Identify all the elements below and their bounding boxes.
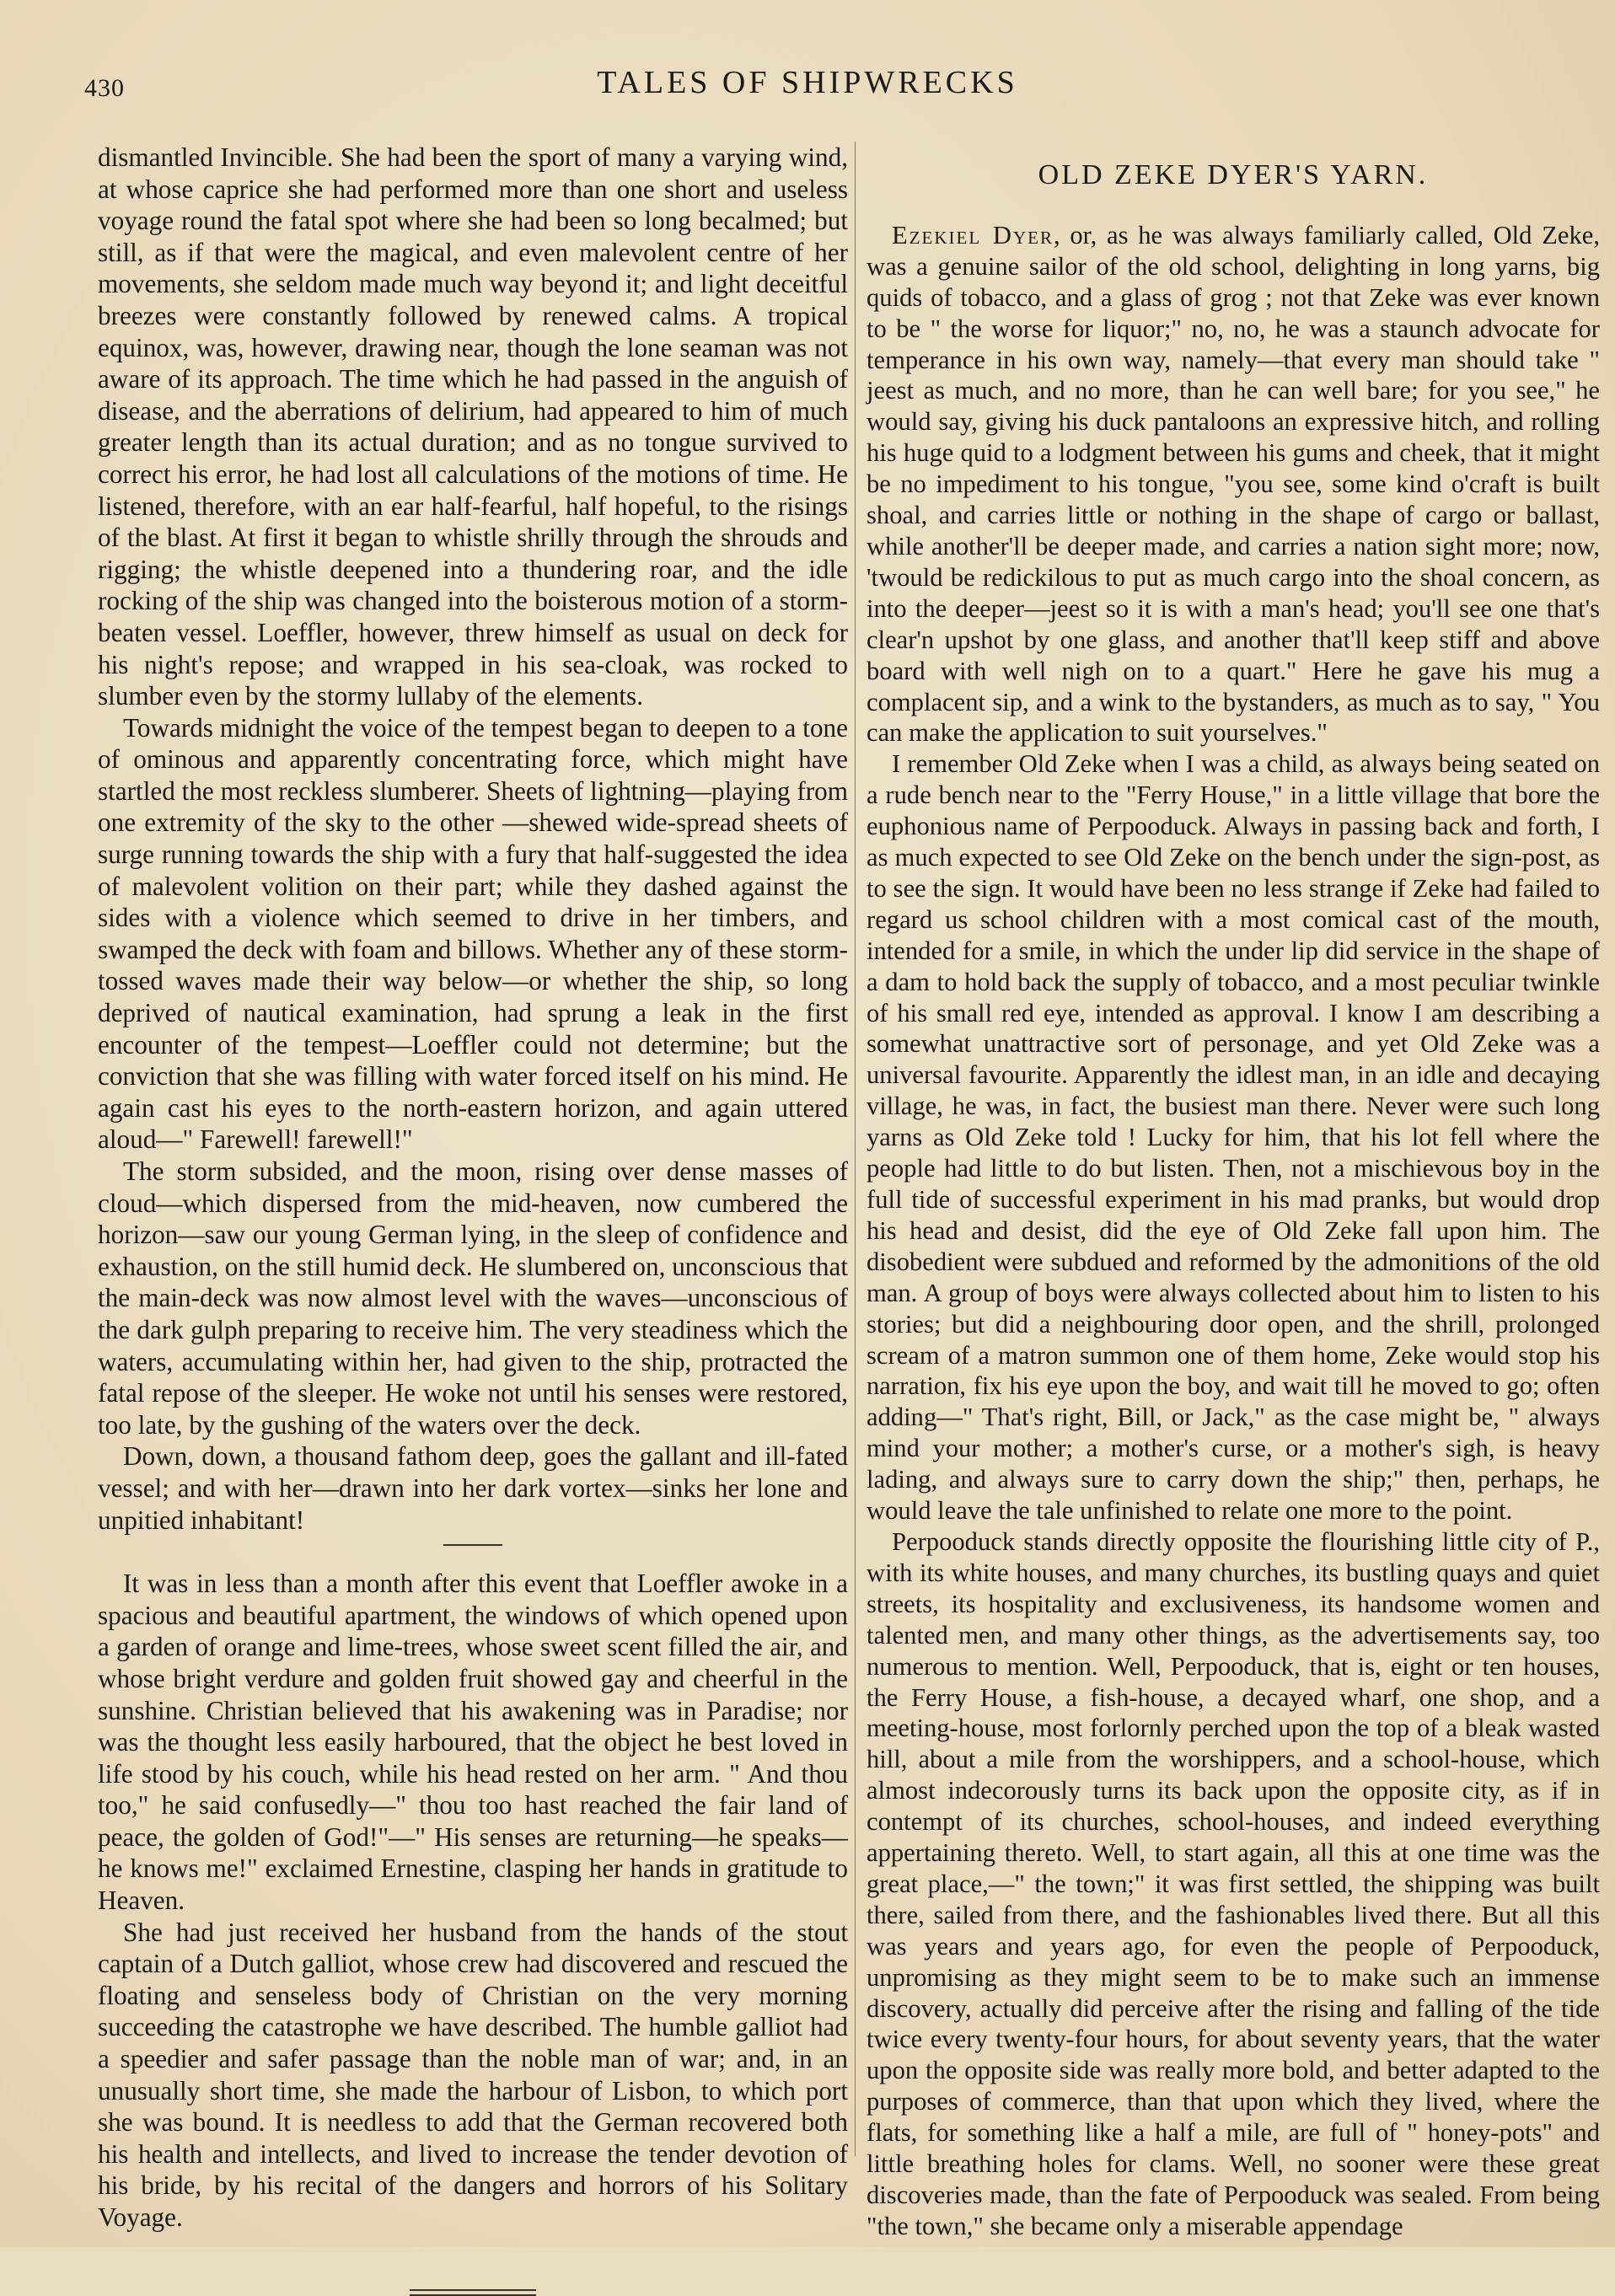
paragraph: Towards midnight the voice of the tempest began to deepen to a tone of ominous and apparently concentrating force, which might have startled the most reckless slumberer. Sheets of lightning—playing from one extremity of the sky to the other —shewed wide-spread sheets of surge running towards the ship with a fury that half-suggested the idea of malevolent volition on their part; while they dashed against the sides with a violence which seemed to drive in her timbers, and swamped the deck with foam and billows. Whether any of these storm-tossed waves made their way below—or whether the ship, so long deprived of nautical examination, had sprung a leak in the first encounter of the tempest—Loeffler could not determine; but the conviction that she was filling with water forced itself on his mind. He again cast his eyes to the north-eastern horizon, and again uttered aloud—" Farewell! farewell!" xyxy=(98,712,848,1155)
paragraph: It was in less than a month after this event that Loeffler awoke in a spacious and beautiful apartment, the windows of which opened upon a garden of orange and lime-trees, whose sweet scent filled the air, and whose bright verdure and golden fruit showed gay and cheerful in the sunshine. Christian believed that his awakening was in Paradise; nor was the thought less easily harboured, that the object he best loved in life stood by his couch, while his head rested on her arm. " And thou too," he said confusedly—" thou too hast reached the fair land of peace, the golden of God!"—" His senses are returning—he speaks—he knows me!" exclaimed Ernestine, clasping her hands in gratitude to Heaven. xyxy=(98,1569,848,1916)
paragraph: I remember Old Zeke when I was a child, as always being seated on a rude bench near to the "Ferry House," in a little village that bore the euphonious name of Perpooduck. Always in passing back and forth, I as much expected to see Old Zeke on the bench under the sign-post, as to see the sign. It would have been no less strange if Zeke had failed to regard us school children with a most comical cast of the mouth, intended for a smile, in which the under lip did service in the shape of a dam to hold back the supply of tobacco, and a most peculiar twinkle of his small red eye, intended as approval. I know I am describing a somewhat unattractive sort of personage, and yet Old Zeke was a universal favourite. Apparently the idlest man, in an idle and decaying village, he was, in fact, the busiest man there. Never were such long yarns as Old Zeke told ! Lucky for him, that his lot fell where the people had little to do but listen. Then, not a mischievous boy in the full tide of successful experiment in his mad pranks, but would drop his head and desist, did the eye of Old Zeke fall upon him. The disobedient were subdued and reformed by the admonitions of the old man. A group of boys were always collected about him to listen to his stories; but did a neighbouring door open, and the shrill, prolonged scream of a matron summon one of them home, Zeke would stop his narration, fix his eye upon the boy, and wait till he moved to go; often adding—" That's right, Bill, or Jack," as the case might be, " always mind your mother; a mother's curse, or a mother's sigh, is heavy lading, and always sure to carry down the ship;" then, perhaps, he would leave the tale unfinished to relate one more to the point. xyxy=(867,749,1600,1526)
page-number: 430 xyxy=(84,74,125,102)
end-ornament-rule xyxy=(410,2289,536,2296)
right-column xyxy=(867,142,1600,2240)
paragraph: She had just received her husband from the hands of the stout captain of a Dutch galliot, whose crew had discovered and rescued the floating and senseless body of Christian on the very morning succeeding the catastrophe we have described. The humble galliot had a speedier and safer passage than the noble man of war; and, in an unusually short time, she made the harbour of Lisbon, to which port she was bound. It is needless to add that the German recovered both his health and intellects, and lived to increase the tender devotion of his bride, by his recital of the dangers and horrors of his Solitary Voyage. xyxy=(98,1917,848,2232)
paragraph: Perpooduck stands directly opposite the flourishing little city of P., with its white houses, and many churches, its bustling quays and quiet streets, its hospitality and exclusiveness, its handsome women and talented men, and many other things, as the advertisements say, too numerous to mention. Well, Perpooduck, that is, eight or ten houses, the Ferry House, a fish-house, a decayed wharf, one shop, and a meeting-house, most forlornly perched upon the top of a bleak wasted hill, about a mile from the worshippers, and a school-house, which almost indecorously turns its back upon the opposite city, as if in contempt of its churches, school-houses, and indeed everything appertaining thereto. Well, to start again, all this at one time was the great place,—" the town;" it was first settled, the shipping was built there, sailed from there, and the fashionables lived there. But all this was years and years ago, for even the people of Perpooduck, unpromising as they might seem to be to make such an immense discovery, actually did perceive after the rising and falling of the tide twice every twenty-four hours, for about seventy years, that the water upon the opposite side was really more bold, and better adapted to the purposes of commerce, than that upon which they lived, where the flats, for something like a half a mile, are full of " honey-pots" and little breathing holes for clams. Well, no sooner were these great discoveries made, than the fate of Perpooduck was sealed. From being "the town," she became only a miserable appendage xyxy=(867,1526,1600,2240)
lead-name: Ezekiel Dyer xyxy=(892,220,1054,249)
paragraph: The storm subsided, and the moon, rising over dense masses of cloud—which dispersed from the mid-heaven, now cumbered the horizon—saw our young German lying, in the sleep of confidence and exhaustion, on the still humid deck. He slumbered on, unconscious that the main-deck was now almost level with the waves—unconscious of the dark gulph preparing to receive him. The very steadiness which the waters, accumulating within her, had given to the ship, protracted the fatal repose of the sleeper. He woke not until his senses were restored, too late, by the gushing of the waters over the deck. xyxy=(98,1156,848,1440)
paragraph: Down, down, a thousand fathom deep, goes the gallant and ill-fated vessel; and with her—drawn into her dark vortex—sinks her lone and unpitied inhabitant! xyxy=(98,1441,848,1535)
paragraph: dismantled Invincible. She had been the sport of many a varying wind, at whose caprice she had performed more than one short and useless voyage round the fatal spot where she had been so long becalmed; but still, as if that were the magical, and even malevolent centre of her movements, she seldom made much way beyond it; and light deceitful breezes were constantly followed by renewed calms. A tropical equinox, was, however, drawing near, though the lone seaman was not aware of its approach. The time which he had passed in the anguish of disease, and the aberrations of delirium, had appeared to him of much greater length than its actual duration; and as no tongue survived to correct his error, he had lost all calculations of the motions of time. He listened, therefore, with an ear half-fearful, half hopeful, to the risings of the blast. At first it began to whistle shrilly through the shrouds and rigging; the whistle deepened into a thundering roar, and the idle rocking of the ship was changed into the boisterous motion of a storm-beaten vessel. Loeffler, however, threw himself as usual on deck for his night's repose; and wrapped in his sea-cloak, was rocked to slumber even by the stormy lullaby of the elements. xyxy=(98,142,848,711)
left-column xyxy=(98,142,848,2232)
paragraph: , or, as he was always familiarly called, Old Zeke, was a genuine sailor of the old school, delighting in long yarns, big quids of tobacco, and a glass of grog ; not that Zeke was ever known to be " the worse for liquor;" no, no, he was a staunch advocate for temperance in his own way, namely—that every man should take " jeest as much, and no more, than he can well bare; for you see," he would say, giving his duck pantaloons an expressive hitch, and rolling his huge quid to a lodgment between his gums and cheek, that it might be no impediment to his tongue, "you see, some kind o'craft is built shoal, and carries little or nothing in the shape of cargo or ballast, while another'll be deeper made, and carries a nation sight more; now, 'twould be redickilous to put as much cargo into the shoal concern, as into the deeper—jeest so it is with a man's head; you'll see one that's clear'n upshot by one glass, and another that'll keep stiff and above board with well nigh on to a quart." Here he gave his mug a complacent sip, and a wink to the bystanders, as much as to say, " You can make the application to suit yourselves." xyxy=(867,220,1600,748)
running-head: TALES OF SHIPWRECKS xyxy=(597,65,1018,100)
section-divider xyxy=(443,1544,502,1546)
story-title: OLD ZEKE DYER'S YARN. xyxy=(1038,159,1429,190)
column-separator xyxy=(855,142,856,2156)
